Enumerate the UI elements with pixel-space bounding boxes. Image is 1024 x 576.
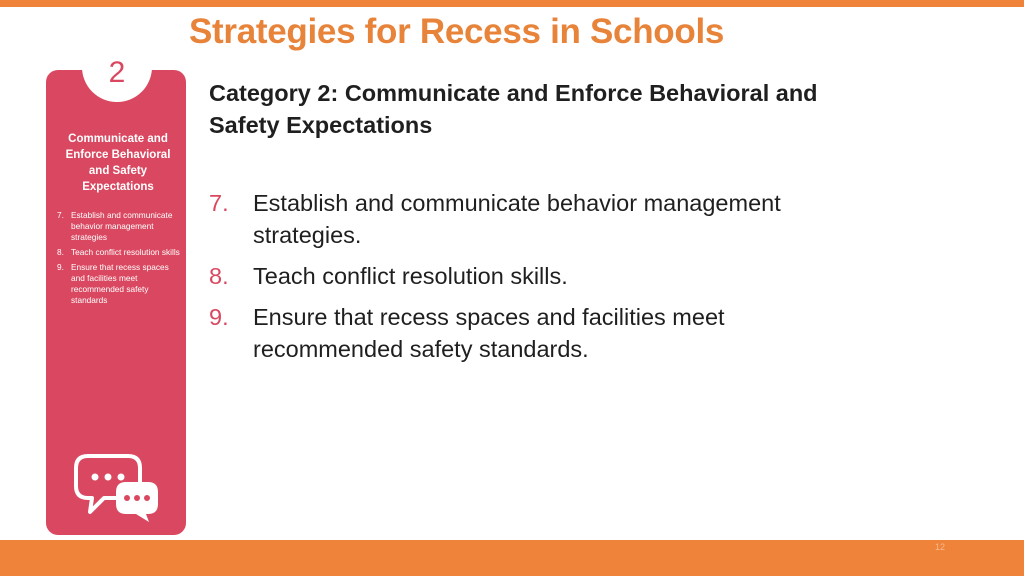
card-item-text: Ensure that recess spaces and facilities meet recommended safety standards <box>71 262 169 305</box>
category-subtitle: Category 2: Communicate and Enforce Behavioral and Safety Expectations <box>209 80 818 138</box>
strategy-item <box>209 260 869 292</box>
card-item-text: Establish and communicate behavior management strategies <box>71 210 173 242</box>
card-item-text: Teach conflict resolution skills <box>71 247 180 257</box>
card-item-number: 7. <box>57 210 64 220</box>
page-number: 12 <box>934 542 945 552</box>
bottom-accent-bar <box>0 540 1024 576</box>
strategy-text: Ensure that recess spaces and facilities meet recommended safety standards. <box>253 304 725 362</box>
card-list <box>57 210 183 310</box>
strategy-number: 7. <box>209 190 229 216</box>
strategy-item <box>209 301 869 365</box>
strategy-number: 8. <box>209 263 229 289</box>
card-heading: Communicate and Enforce Behavioral and Safety Expectations <box>65 133 171 193</box>
strategy-text: Establish and communicate behavior management strategies. <box>253 190 781 248</box>
chat-bubbles-icon <box>74 452 160 524</box>
card-item-number: 8. <box>57 247 64 257</box>
strategy-item <box>209 187 869 251</box>
top-accent-bar <box>0 0 1024 7</box>
category-number: 2 <box>108 56 126 89</box>
card-list-item <box>57 247 183 258</box>
card-list-item <box>57 262 183 306</box>
strategy-list <box>209 187 869 374</box>
card-list-item <box>57 210 183 243</box>
slide-title: Strategies for Recess in Schools <box>189 12 725 51</box>
strategy-text: Teach conflict resolution skills. <box>253 263 568 289</box>
card-item-number: 9. <box>57 262 64 272</box>
strategy-number: 9. <box>209 304 229 330</box>
